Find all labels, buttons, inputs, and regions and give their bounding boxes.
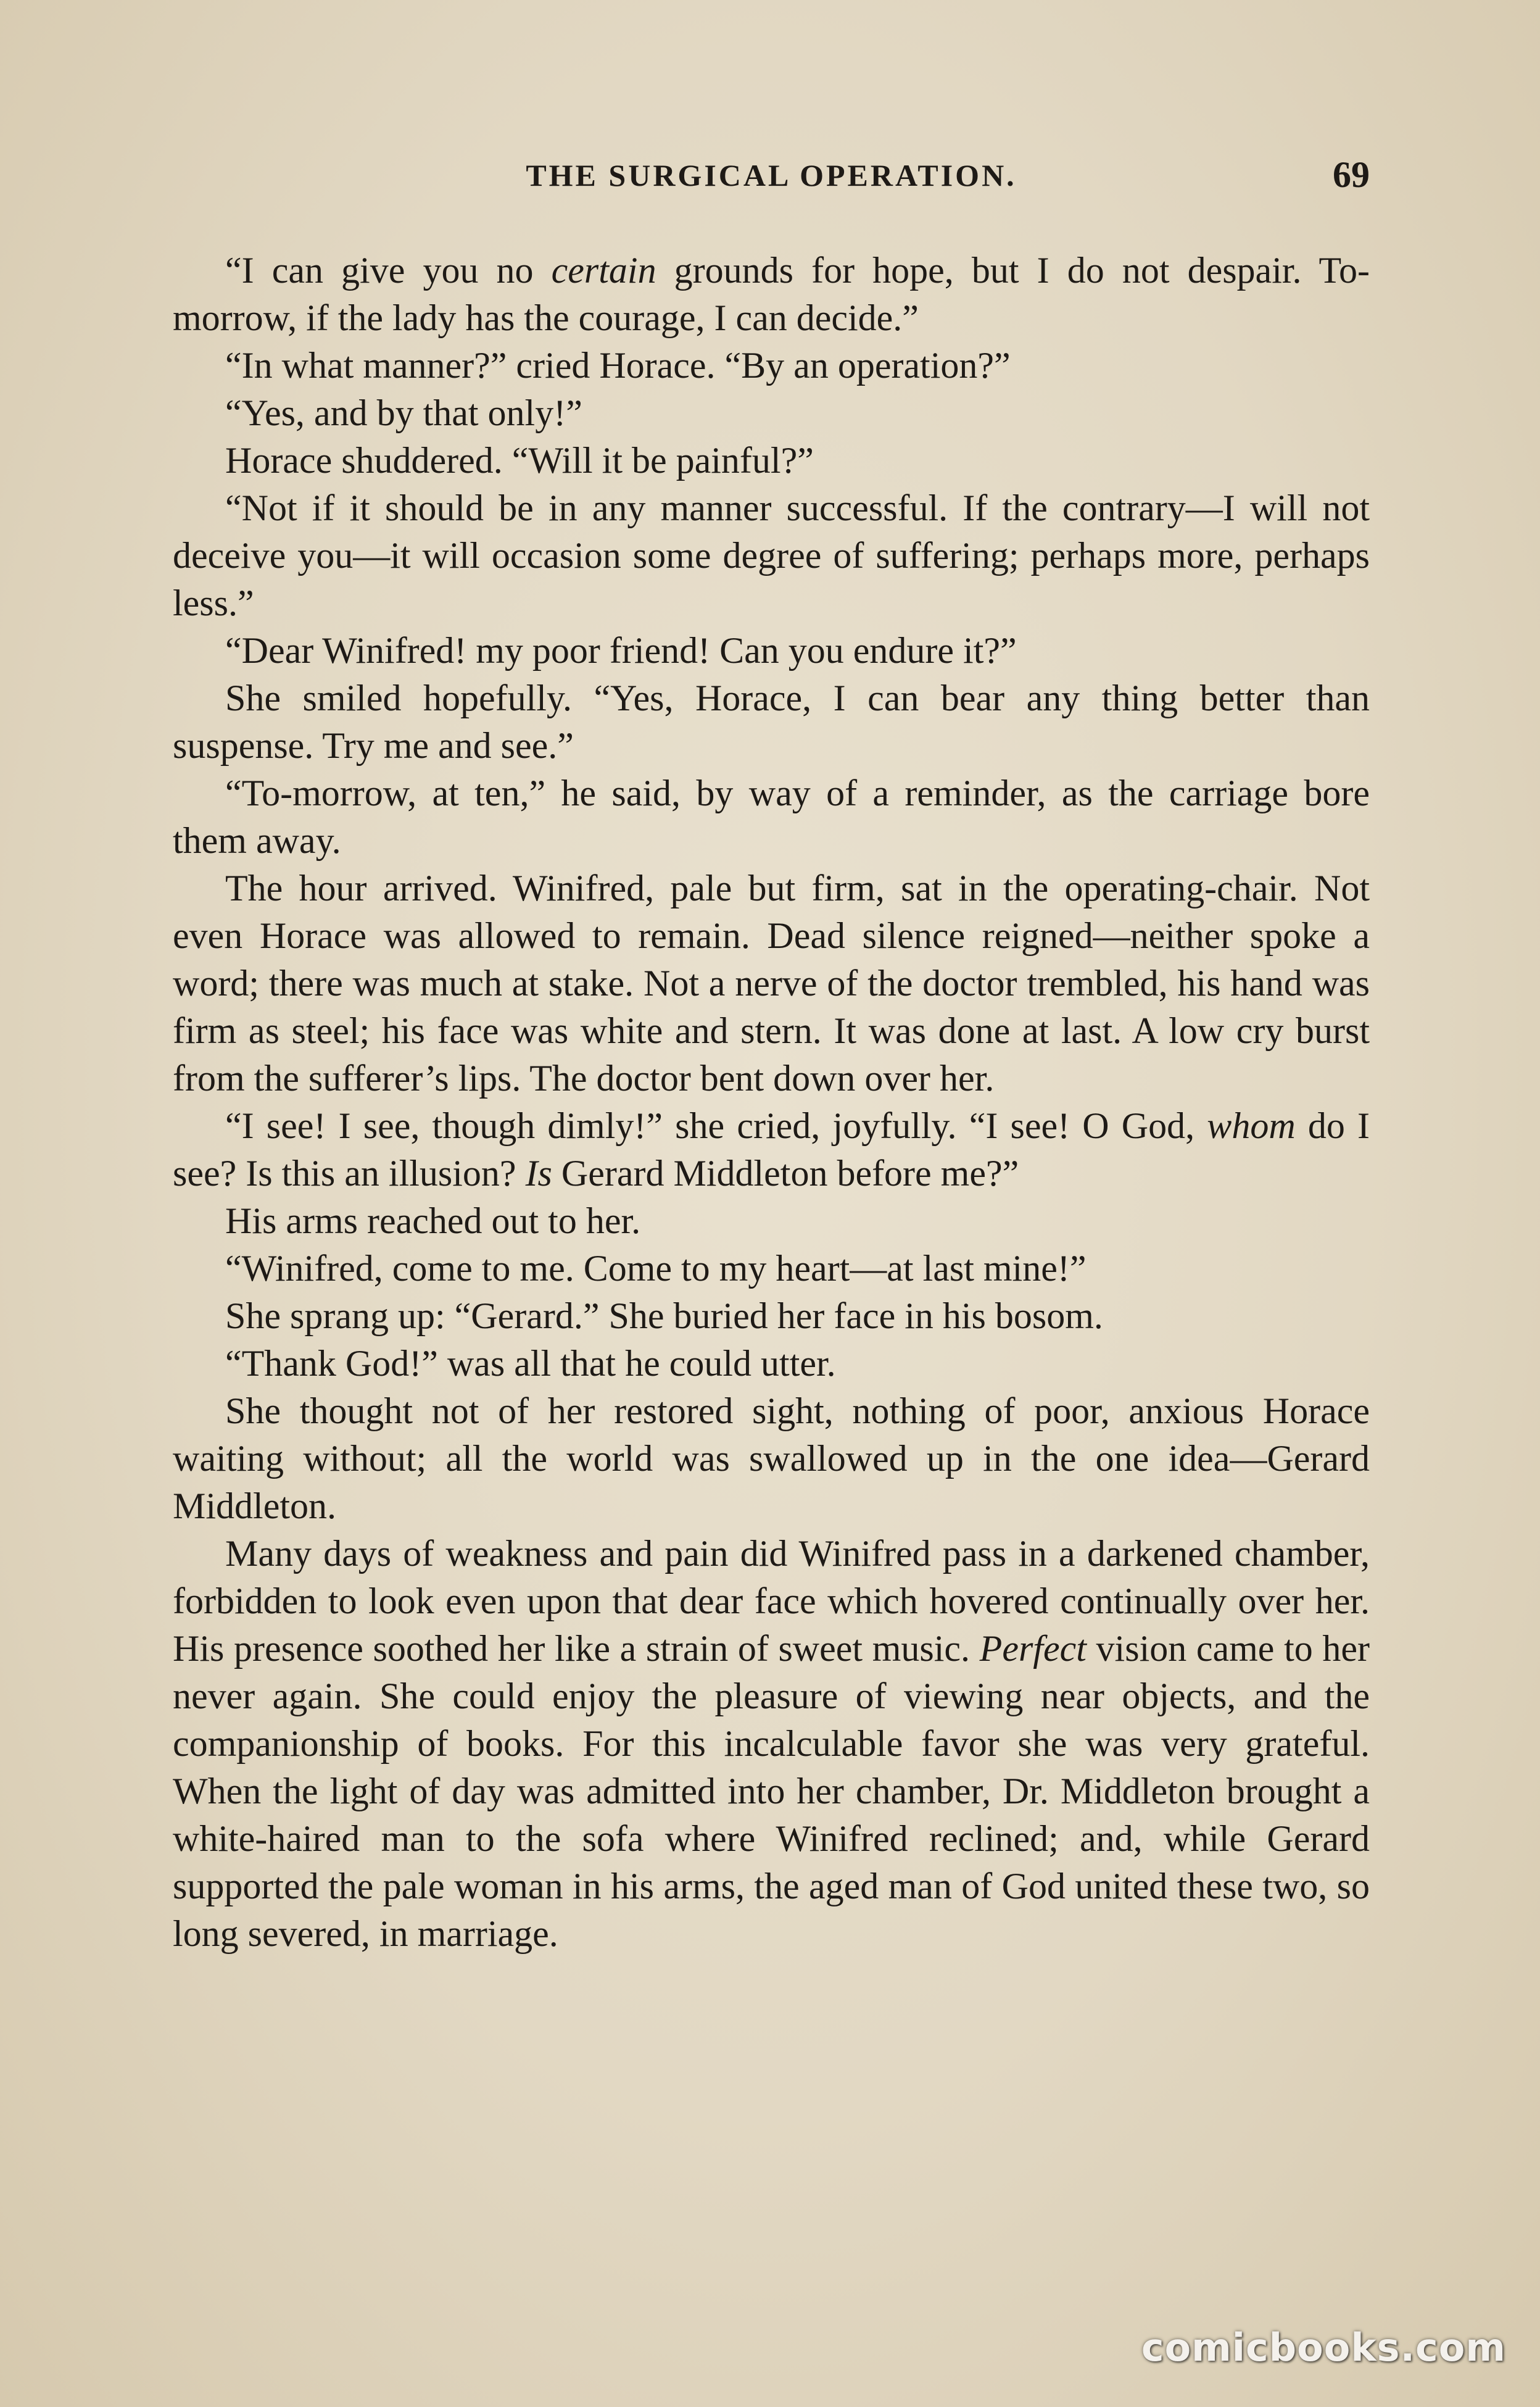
paragraph: His arms reached out to her. xyxy=(225,1200,641,1241)
paragraph: “I see! I see, though dimly!” she cried, joyfully. “I see! O God, whom do I see? Is this an illusion? Is Gerard Middleton before me?” xyxy=(173,1105,1370,1194)
page-number: 69 xyxy=(1333,154,1370,195)
paragraph: She smiled hopefully. “Yes, Horace, I can bear any thing better than suspense. Try me and see.” xyxy=(173,678,1370,766)
paragraph: “In what manner?” cried Horace. “By an operation?” xyxy=(225,345,1011,386)
italic-text: whom xyxy=(1207,1105,1296,1146)
paragraph: Horace shuddered. “Will it be painful?” xyxy=(225,440,814,481)
paragraph: “Dear Winifred! my poor friend! Can you endure it?” xyxy=(225,630,1017,671)
italic-text: Is xyxy=(525,1153,552,1194)
italic-text: certain xyxy=(551,250,656,291)
paragraph: Many days of weakness and pain did Winifred pass in a darkened chamber, forbidden to look even upon that dear face which hovered continually over her. His presence soothed her like a strain of sweet music. Perfect vision came to her never again. She could enjoy the pleasure of viewing near objects, and the companionship of books. For this incalculable favor she was very grateful. When the light of day was admitted into her chamber, Dr. Middleton brought a white-haired man to the sofa where Winifred reclined; and, while Gerard supported the pale woman in his arms, the aged man of God united these two, so long severed, in marriage. xyxy=(173,1533,1370,1954)
paragraph: “Not if it should be in any manner successful. If the contrary—I will not deceive you—it will occasion some degree of suffering; perhaps more, perhaps less.” xyxy=(173,488,1370,623)
watermark: comicbooks.com xyxy=(1141,2325,1506,2370)
paragraph: The hour arrived. Winifred, pale but firm, sat in the operating-chair. Not even Horace was allowed to remain. Dead silence reigned—neither spoke a word; there was much at stake. Not a nerve of the doctor trembled, his hand was firm as steel; his face was white and stern. It was done at last. A low cry burst from the sufferer’s lips. The doctor bent down over her. xyxy=(173,868,1370,1099)
paragraph: She thought not of her restored sight, nothing of poor, anxious Horace waiting without; all the world was swallowed up in the one idea—Gerard Middleton. xyxy=(173,1391,1370,1526)
paragraph: She sprang up: “Gerard.” She buried her face in his bosom. xyxy=(225,1295,1103,1336)
paragraph: “Yes, and by that only!” xyxy=(225,393,582,433)
body-text xyxy=(173,247,1370,1958)
page-header xyxy=(173,154,1370,207)
paragraph: “I can give you no certain grounds for hope, but I do not despair. To-morrow, if the lady has the courage, I can decide.” xyxy=(173,250,1370,338)
paragraph: “Thank God!” was all that he could utter. xyxy=(225,1343,836,1384)
running-head: THE SURGICAL OPERATION. xyxy=(526,158,1017,193)
paragraph: “To-morrow, at ten,” he said, by way of a reminder, as the carriage bore them away. xyxy=(173,773,1370,861)
italic-text: Perfect xyxy=(979,1628,1087,1669)
paragraph: “Winifred, come to me. Come to my heart—at last mine!” xyxy=(225,1248,1087,1289)
